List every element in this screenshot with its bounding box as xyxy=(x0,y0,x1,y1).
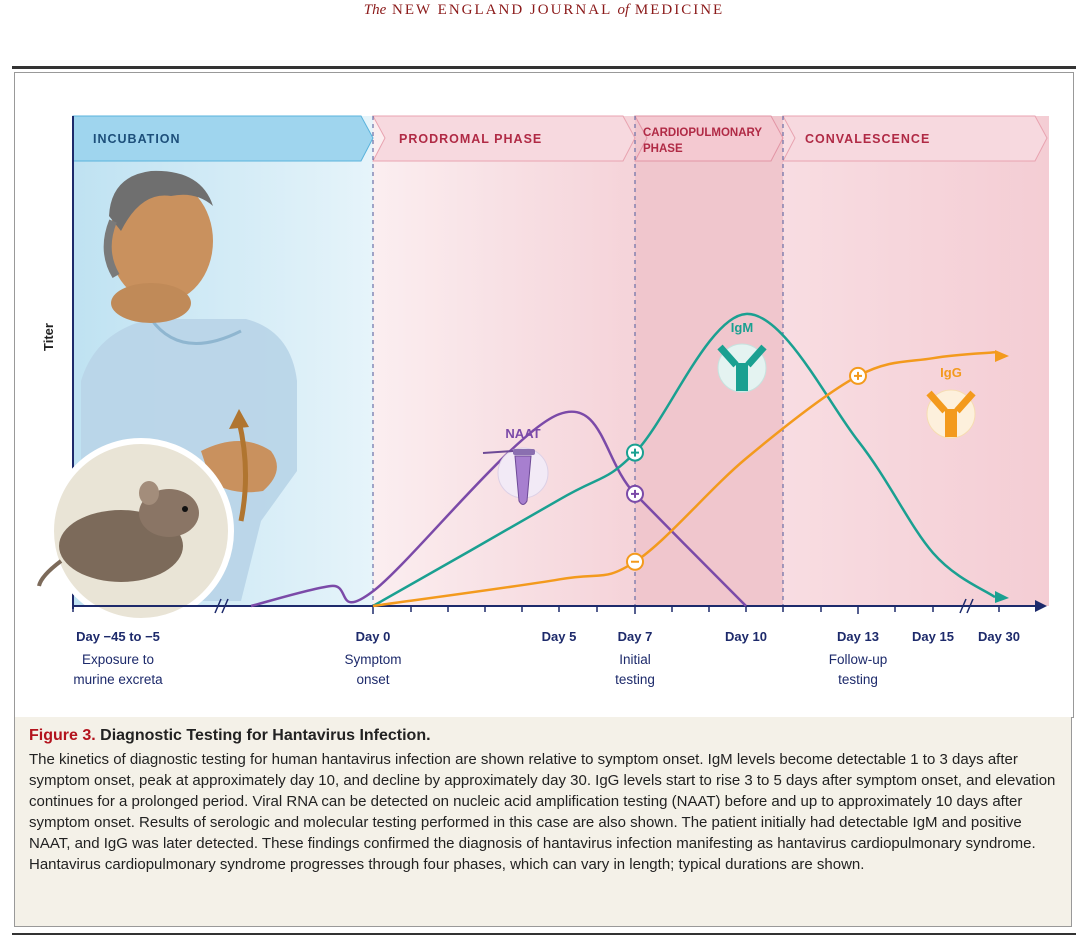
figure-panel xyxy=(14,72,1074,718)
tick-label-day5: Day 5 xyxy=(541,629,577,644)
tick-sublabel-day7-2: testing xyxy=(615,672,655,687)
phase-label-convalescence: CONVALESCENCE xyxy=(805,132,931,146)
tick-label-day10: Day 10 xyxy=(725,629,767,644)
chart-svg xyxy=(15,73,1073,717)
x-axis-labels xyxy=(73,629,1020,687)
rodent-illustration xyxy=(39,441,231,621)
tick-label-exposure: Day −45 to −5 xyxy=(76,629,160,644)
tick-label-day7: Day 7 xyxy=(617,629,653,644)
tick-sublabel-day0-2: onset xyxy=(356,672,390,687)
tick-sublabel-exposure-1: Exposure to xyxy=(81,652,155,667)
caption-title xyxy=(29,727,1057,745)
caption-title-text: Diagnostic Testing for Hantavirus Infection. xyxy=(100,727,431,744)
series-label-igg: IgG xyxy=(940,365,962,380)
phase-label-prodromal: PRODROMAL PHASE xyxy=(399,132,543,146)
bottom-rule xyxy=(12,933,1076,935)
phase-label-cardiopulmonary-2: PHASE xyxy=(643,143,683,155)
journal-header xyxy=(0,2,1088,19)
tick-sublabel-day7-1: Initial xyxy=(619,652,651,667)
tick-sublabel-day13-1: Follow-up xyxy=(828,652,888,667)
marker-igm-day7 xyxy=(627,445,643,461)
tick-sublabel-day13-2: testing xyxy=(838,672,878,687)
tick-label-day13: Day 13 xyxy=(837,629,879,644)
y-axis-label: Titer xyxy=(41,323,56,351)
x-axis-minor-ticks xyxy=(73,606,999,614)
marker-naat-day7 xyxy=(627,486,643,502)
journal-of: of xyxy=(617,2,630,18)
journal-the: The xyxy=(363,2,387,18)
tick-label-day30: Day 30 xyxy=(978,629,1020,644)
journal-name-2: MEDICINE xyxy=(634,2,725,18)
tick-sublabel-exposure-2: murine excreta xyxy=(73,672,163,687)
marker-igg-day7 xyxy=(627,554,643,570)
igm-antibody-icon xyxy=(718,344,766,392)
journal-name-1: NEW ENGLAND JOURNAL xyxy=(392,2,612,18)
caption-body: The kinetics of diagnostic testing for human hantavirus infection are shown relative to symptom onset. IgM levels become detectable 1 to 3 days after symptom onset, peak at approximately day 10, and decline by approximately day 30. IgG levels start to rise 3 to 5 days after symptom onset, and elevation continues for a prolonged period. Viral RNA can be detected on nucleic acid amplification testing (NAAT) before and up to approximately 10 days after symptom onset. Results of serologic and molecular testing performed in this case are also shown. The patient initially had detectable IgM and positive NAAT, and IgG was later detected. These findings confirmed the diagnosis of hantavirus infection manifesting as hantavirus cardiopulmonary syndrome. Hantavirus cardiopulmonary syndrome progresses through four phases, which can vary in length; typical durations are shown. xyxy=(29,751,1056,873)
tick-sublabel-day0-1: Symptom xyxy=(344,652,402,667)
phase-label-cardiopulmonary-1: CARDIOPULMONARY xyxy=(643,127,763,139)
figure-caption xyxy=(14,717,1072,927)
caption-figure-number: Figure 3. xyxy=(29,727,96,744)
phase-label-incubation: INCUBATION xyxy=(93,132,181,146)
tick-label-day15: Day 15 xyxy=(912,629,954,644)
marker-igg-day13 xyxy=(850,368,866,384)
top-rule xyxy=(12,66,1076,69)
series-label-igm: IgM xyxy=(730,320,754,335)
series-label-naat: NAAT xyxy=(505,426,541,441)
tick-label-day0: Day 0 xyxy=(355,629,391,644)
igg-antibody-icon xyxy=(927,390,975,438)
